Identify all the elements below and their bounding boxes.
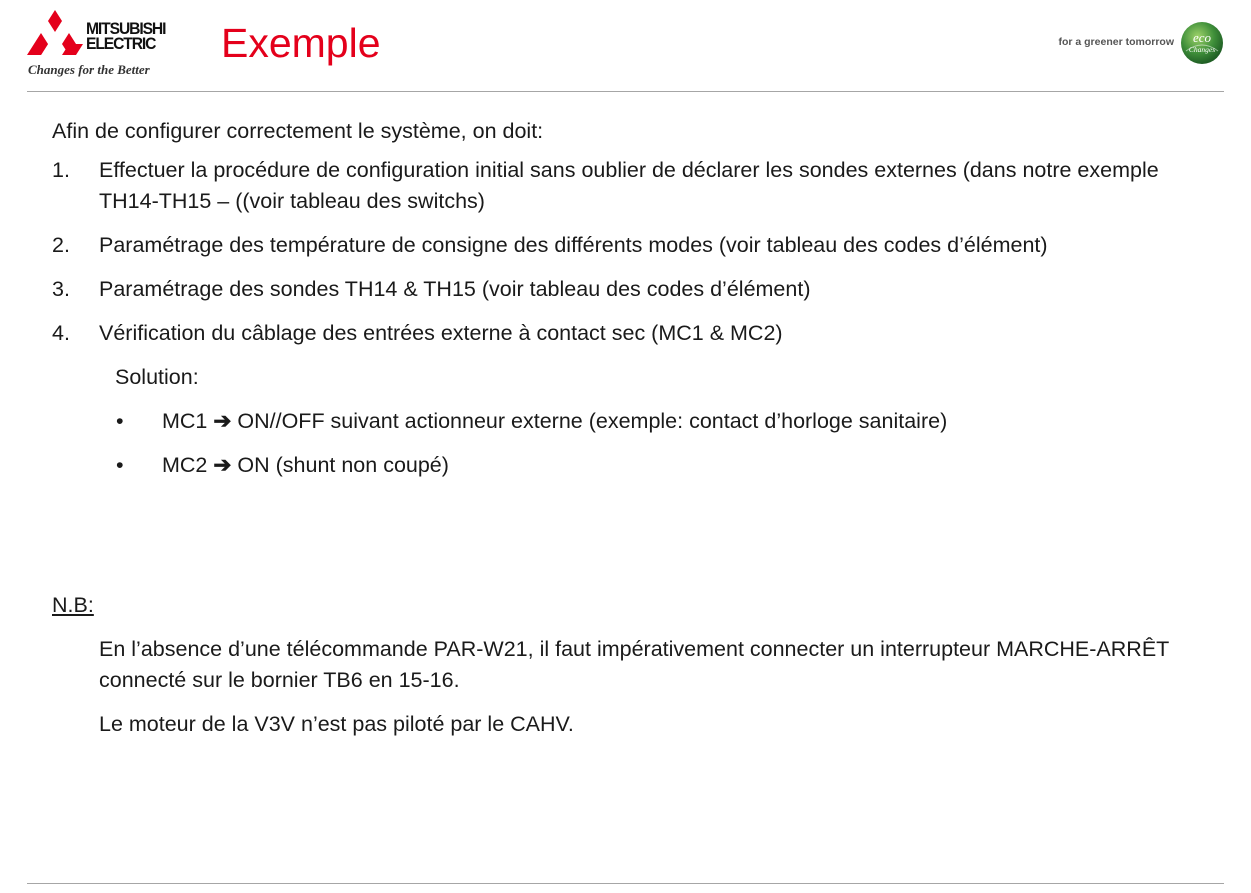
bullet-lead: MC2 bbox=[162, 453, 208, 477]
step-number: 2. bbox=[52, 233, 70, 257]
bullet-text: ON//OFF suivant actionneur externe (exemple: contact d’horloge sanitaire) bbox=[237, 409, 948, 433]
step-number: 3. bbox=[52, 277, 70, 301]
step-item bbox=[52, 155, 1212, 217]
step-item bbox=[52, 274, 1212, 305]
eco-tagline: for a greener tomorrow bbox=[1058, 36, 1174, 48]
bullet-marker: • bbox=[116, 453, 124, 477]
steps-list bbox=[52, 155, 1212, 349]
bullet-text: ON (shunt non coupé) bbox=[237, 453, 449, 477]
nb-section bbox=[52, 590, 1212, 753]
step-number: 1. bbox=[52, 158, 70, 182]
intro-text: Afin de configurer correctement le système, on doit: bbox=[52, 119, 544, 143]
step-text: Vérification du câblage des entrées externe à contact sec (MC1 & MC2) bbox=[99, 321, 783, 345]
bullet-lead: MC1 bbox=[162, 409, 208, 433]
three-diamonds-icon bbox=[27, 10, 83, 56]
step-text: Paramétrage des sondes TH14 & TH15 (voir tableau des codes d’élément) bbox=[99, 277, 811, 301]
solution-label: Solution: bbox=[115, 365, 199, 389]
eco-changes-badge-icon bbox=[1180, 21, 1224, 65]
footer-divider bbox=[27, 883, 1224, 884]
slide-body bbox=[52, 116, 1212, 494]
step-text: Paramétrage des température de consigne des différents modes (voir tableau des codes d’élément) bbox=[99, 233, 1048, 257]
bullet-marker: • bbox=[116, 409, 124, 433]
nb-paragraph: En l’absence d’une télécommande PAR-W21, il faut impérativement connecter un interrupteur MARCHE-ARRÊT connecté sur le bornier TB6 en 15-16. bbox=[99, 637, 1169, 692]
right-arrow-icon: ➔ bbox=[213, 409, 232, 433]
solution-bullets bbox=[52, 406, 1212, 481]
nb-label: N.B: bbox=[52, 593, 94, 617]
brand-name: MITSUBISHI ELECTRIC bbox=[86, 19, 166, 53]
step-number: 4. bbox=[52, 321, 70, 345]
step-text: Effectuer la procédure de configuration initial sans oublier de déclarer les sondes externes (dans notre exemple TH14-TH15 – ((voir tableau des switchs) bbox=[99, 158, 1159, 213]
right-arrow-icon: ➔ bbox=[213, 453, 232, 477]
brand-tagline: Changes for the Better bbox=[28, 62, 150, 77]
bullet-item bbox=[52, 450, 1212, 481]
svg-text:Changes: Changes bbox=[1188, 45, 1216, 54]
bullet-item bbox=[52, 406, 1212, 437]
header-divider bbox=[27, 91, 1224, 92]
slide-title: Exemple bbox=[221, 20, 381, 66]
svg-text:eco: eco bbox=[1192, 30, 1212, 45]
step-item bbox=[52, 230, 1212, 261]
nb-paragraph: Le moteur de la V3V n’est pas piloté par le CAHV. bbox=[99, 712, 574, 736]
step-item bbox=[52, 318, 1212, 349]
mitsubishi-electric-logo bbox=[27, 10, 202, 78]
